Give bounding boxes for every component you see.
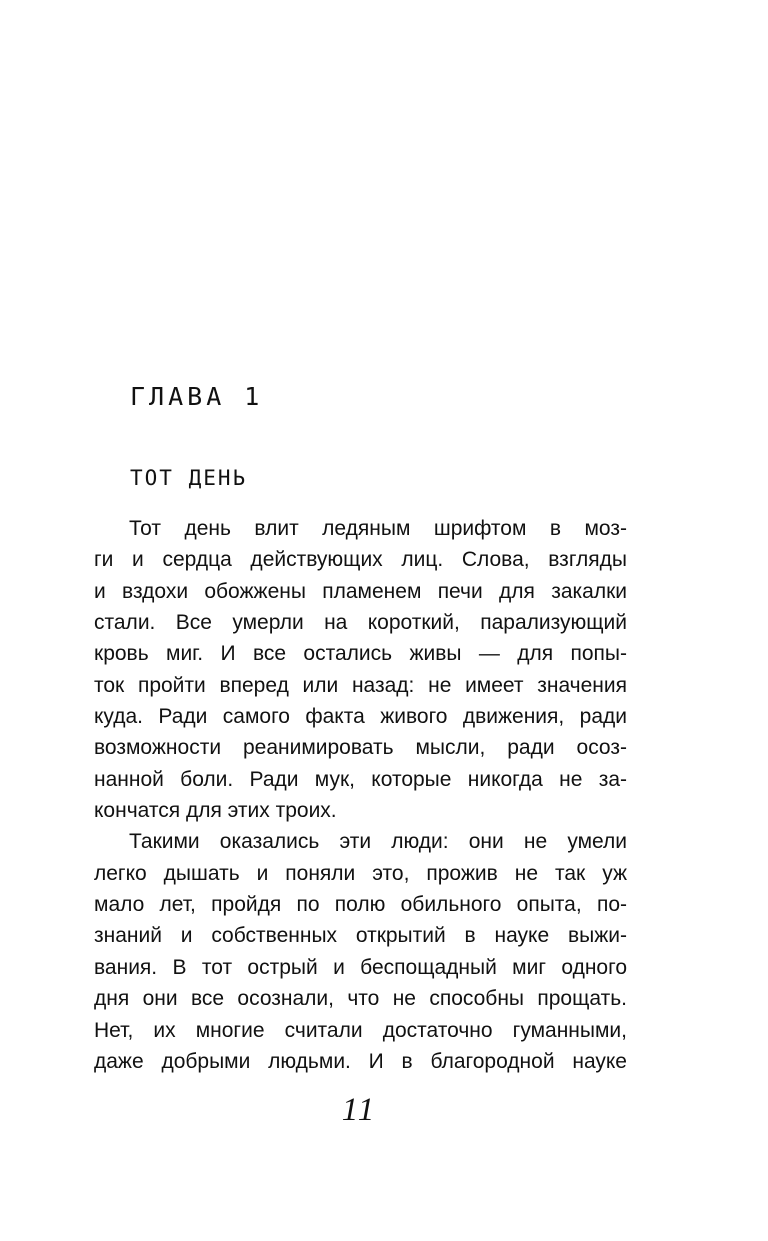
text-line: Нет, их многие считали достаточно гуманными,	[94, 1018, 627, 1042]
text-line: ток пройти вперед или назад: не имеет значения	[94, 673, 627, 697]
paragraph-2	[94, 826, 627, 1077]
section-title: ТОТ ДЕНЬ	[130, 466, 248, 490]
text-line: вания. В тот острый и беспощадный миг одного	[94, 955, 627, 979]
text-line: стали. Все умерли на короткий, парализующий	[94, 611, 627, 635]
text-line: ги и сердца действующих лиц. Слова, взгляды	[94, 548, 627, 572]
page-number: 11	[341, 1092, 377, 1128]
paragraph-1	[94, 513, 627, 826]
text-line: Тот день влит ледяным шрифтом в моз-	[129, 517, 627, 540]
text-line: куда. Ради самого факта живого движения, ради	[94, 705, 627, 729]
text-line: возможности реанимировать мысли, ради осоз-	[94, 736, 627, 760]
text-line: мало лет, пройдя по полю обильного опыта, по-	[94, 893, 627, 917]
text-line: знаний и собственных открытий в науке выжи-	[94, 924, 627, 948]
text-line: кончатся для этих троих.	[94, 799, 337, 823]
text-line: и вздохи обожжены пламенем печи для закалки	[94, 579, 627, 603]
text-line: кровь миг. И все остались живы — для попы-	[94, 642, 627, 666]
chapter-title: ГЛАВА 1	[130, 382, 264, 411]
text-line: даже добрыми людьми. И в благородной науке	[94, 1049, 627, 1073]
text-line: нанной боли. Ради мук, которые никогда не за-	[94, 767, 627, 791]
text-line: Такими оказались эти люди: они не умели	[129, 830, 627, 854]
text-line: дня они все осознали, что не способны прощать.	[94, 987, 627, 1011]
body-text	[94, 513, 627, 1077]
text-line: легко дышать и поняли это, прожив не так уж	[94, 861, 627, 885]
